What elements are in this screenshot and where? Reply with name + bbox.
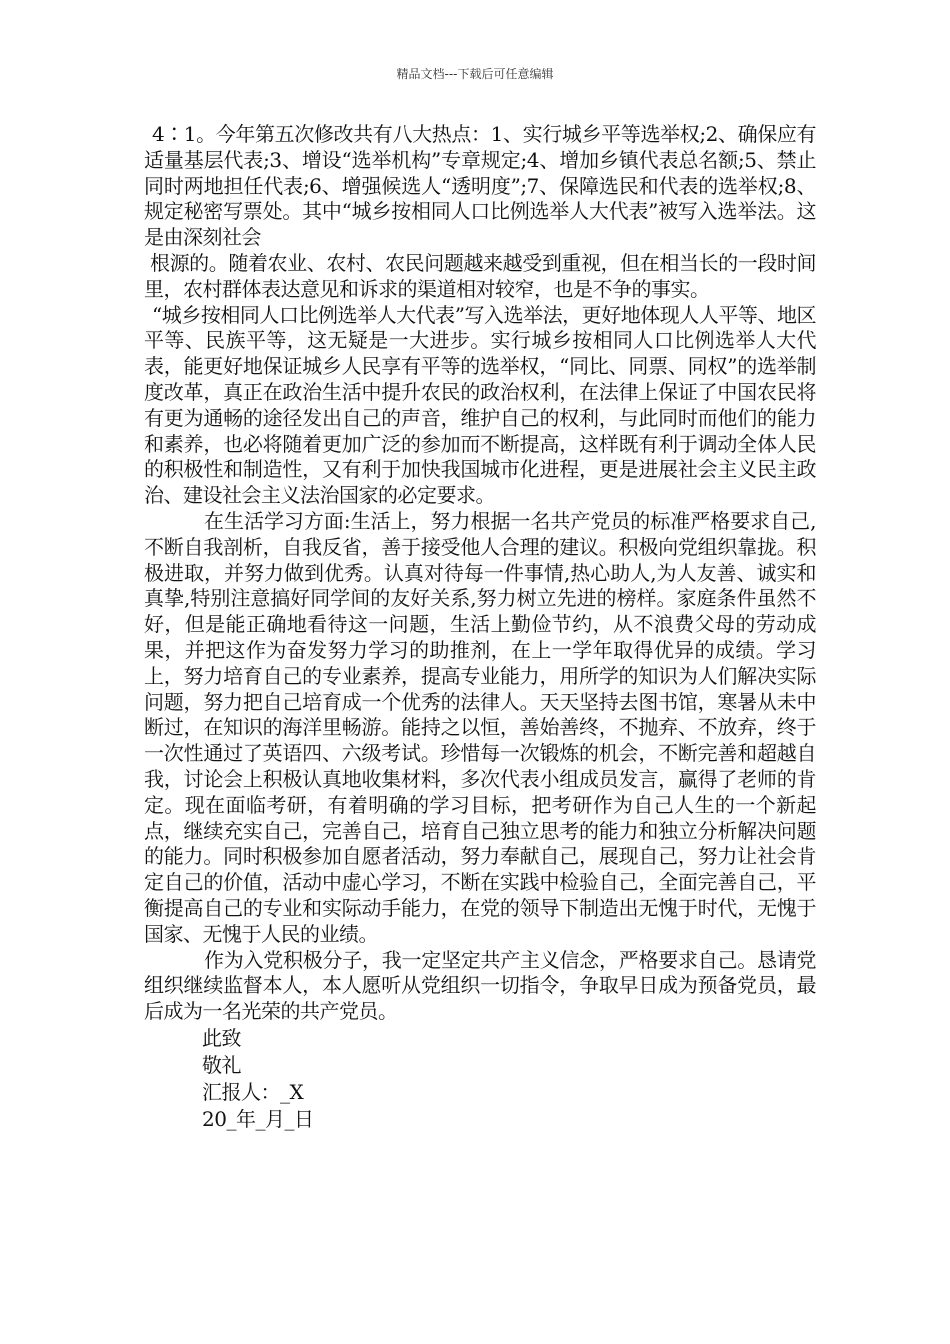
paragraph-party-commitment: 作为入党积极分子，我一定坚定共产主义信念，严格要求自己。恳请党组织继续监督本人，本人愿听从党组织一切指令，争取早日成为预备党员，最后成为一名光荣的共产党员。 xyxy=(144,947,816,1024)
closing-regards: 敬礼 xyxy=(202,1052,241,1077)
closing-date: 20_年_月_日 xyxy=(202,1106,314,1131)
paragraph-equal-representation: “城乡按相同人口比例选举人大代表”写入选举法，更好地体现人人平等、地区平等、民族平等，这无疑是一大进步。实行城乡按相同人口比例选举人大代表，能更好地保证城乡人民享有平等的选举权，“同比、同票、同权”的选举制度改革，真正在政治生活中提升农民的政治权利，在法律上保证了中国农民将有更为通畅的途径发出自己的声音，维护自己的权利，与此同时而他们的能力和素养，也必将随着更加广泛的参加而不断提高，这样既有利于调动全体人民的积极性和制造性，又有利于加快我国城市化进程，更是进展社会主义民主政治、建设社会主义法治国家的必定要求。 xyxy=(144,302,816,508)
closing-salutation: 此致 xyxy=(202,1025,241,1050)
page-header: 精品文档---下载后可任意编辑 xyxy=(396,67,554,81)
paragraph-social-roots: 根源的。随着农业、农村、农民问题越来越受到重视，但在相当长的一段时间里，农村群体表达意见和诉求的渠道相对较窄，也是不争的事实。 xyxy=(144,250,816,301)
closing-reporter: 汇报人：_X xyxy=(202,1079,304,1104)
paragraph-life-and-study: 在生活学习方面:生活上，努力根据一名共产党员的标准严格要求自己,不断自我剖析，自我反省，善于接受他人合理的建议。积极向党组织靠拢。积极进取，并努力做到优秀。认真对待每一件事情,热心助人,为人友善、诚实和真挚,特别注意搞好同学间的友好关系,努力树立先进的榜样。家庭条件虽然不好，但是能正确地看待这一问题，生活上勤俭节约，从不浪费父母的劳动成果，并把这作为奋发努力学习的助推剂，在上一学年取得优异的成绩。学习上，努力培育自己的专业素养，提高专业能力，用所学的知识为人们解决实际问题，努力把自己培育成一个优秀的法律人。天天坚持去图书馆，寒暑从未中断过，在知识的海洋里畅游。能持之以恒，善始善终，不抛弃、不放弃，终于一次性通过了英语四、六级考试。珍惜每一次锻炼的机会，不断完善和超越自我，讨论会上积极认真地收集材料，多次代表小组成员发言，赢得了老师的肯定。现在面临考研，有着明确的学习目标，把考研作为自己人生的一个新起点，继续充实自己，完善自己，培育自己独立思考的能力和独立分析解决问题的能力。同时积极参加自愿者活动，努力奉献自己，展现自己，努力让社会肯定自己的价值，活动中虚心学习，不断在实践中检验自己，全面完善自己，平衡提高自己的专业和实际动手能力，在党的领导下制造出无愧于时代，无愧于国家、无愧于人民的业绩。 xyxy=(144,508,816,946)
document-body xyxy=(144,122,816,1133)
paragraph-election-law-hotspots: 4∶1。今年第五次修改共有八大热点：1、实行城乡平等选举权;2、确保应有适量基层代表;3、增设“选举机构”专章规定;4、增加乡镇代表总名额;5、禁止同时两地担任代表;6、增强候选人“透明度”;7、保障选民和代表的选举权;8、规定秘密写票处。其中“城乡按相同人口比例选举人大代表”被写入选举法。这是由深刻社会 xyxy=(144,122,816,250)
